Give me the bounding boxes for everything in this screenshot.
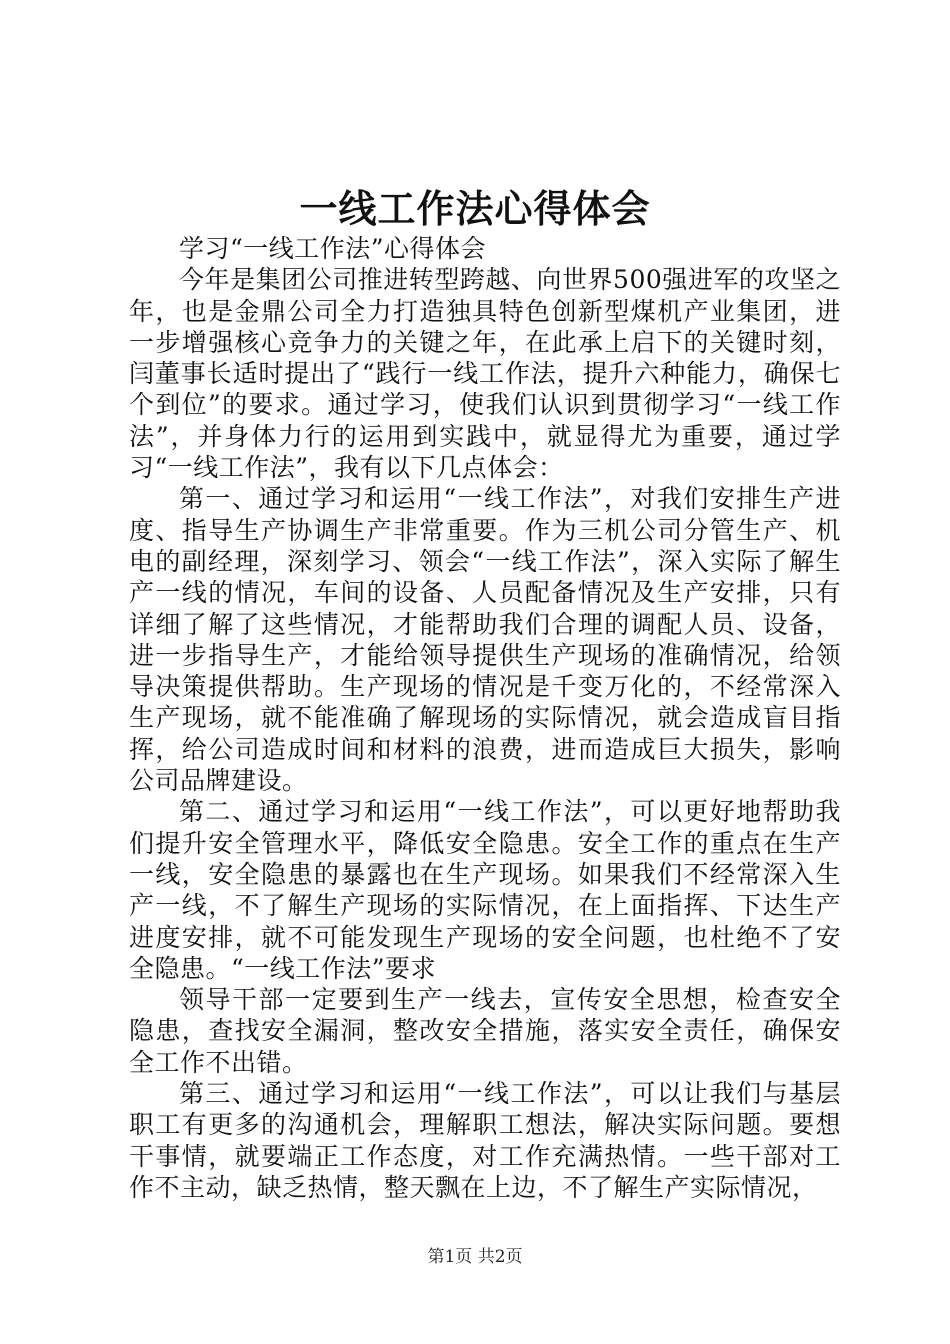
- document-title: 一线工作法心得体会: [299, 186, 651, 231]
- paragraph-point-one: 第一、通过学习和运用“一线工作法”，对我们安排生产进度、指导生产协调生产非常重要。作为三机公司分管生产、机电的副经理，深刻学习、领会“一线工作法”，深入实际了解生产一线的情况，车间的设备、人员配备情况及生产安排，只有详细了解了这些情况，才能帮助我们合理的调配人员、设备，进一步指导生产，才能给领导提供生产现场的准确情况，给领导决策提供帮助。生产现场的情况是千变万化的，不经常深入生产现场，就不能准确了解现场的实际情况，就会造成盲目指挥，给公司造成时间和材料的浪费，进而造成巨大损失，影响公司品牌建设。: [129, 484, 841, 796]
- document-body: [129, 233, 841, 1203]
- paragraph-point-three: 第三、通过学习和运用“一线工作法”，可以让我们与基层职工有更多的沟通机会，理解职工想法，解决实际问题。要想干事情，就要端正工作态度，对工作充满热情。一些干部对工作不主动，缺乏热情，整天飘在上边，不了解生产实际情况，: [129, 1079, 841, 1202]
- paragraph-intro: 今年是集团公司推进转型跨越、向世界500强进军的攻坚之年，也是金鼎公司全力打造独具特色创新型煤机产业集团，进一步增强核心竞争力的关键之年，在此承上启下的关键时刻，闫董事长适时提出了“践行一线工作法，提升六种能力，确保七个到位”的要求。通过学习，使我们认识到贯彻学习“一线工作法”，并身体力行的运用到实践中，就显得尤为重要，通过学习“一线工作法”，我有以下几点体会：: [129, 265, 841, 483]
- paragraph-point-two-continued: 领导干部一定要到生产一线去，宣传安全思想，检查安全隐患，查找安全漏洞，整改安全措施，落实安全责任，确保安全工作不出错。: [129, 985, 841, 1077]
- paragraph-subtitle: 学习“一线工作法”心得体会: [179, 234, 487, 263]
- page-number-footer: 第1页 共2页: [427, 1247, 523, 1267]
- paragraph-point-two: 第二、通过学习和运用“一线工作法”，可以更好地帮助我们提升安全管理水平，降低安全隐患。安全工作的重点在生产一线，安全隐患的暴露也在生产现场。如果我们不经常深入生产一线，不了解生产现场的实际情况，在上面指挥、下达生产进度安排，就不可能发现生产现场的安全问题，也杜绝不了安全隐患。“一线工作法”要求: [129, 797, 841, 983]
